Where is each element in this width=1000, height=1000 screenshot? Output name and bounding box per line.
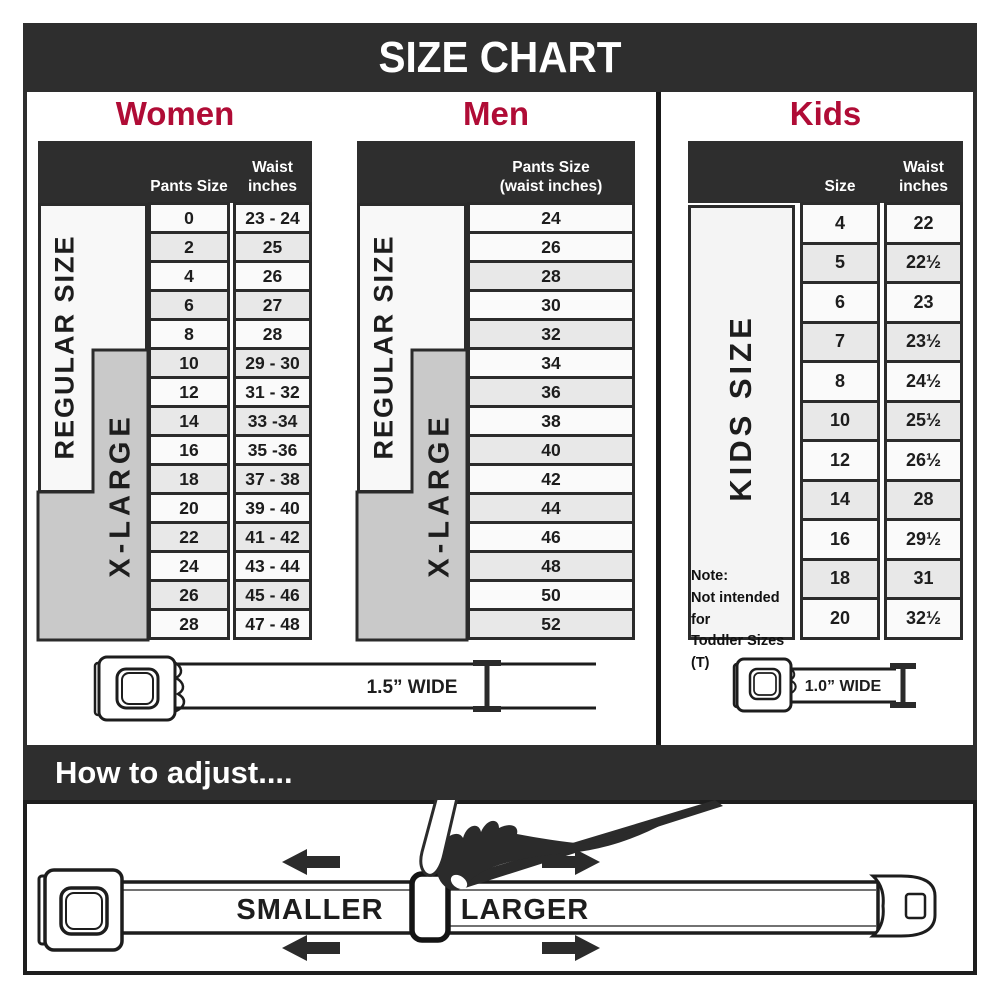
table-cell: 30 [467,289,635,321]
table-cell: 10 [148,347,230,379]
table-cell: 28 [148,608,230,640]
table-cell: 10 [800,400,880,443]
women-pants-size-column [148,202,230,640]
women-regular-size-label: REGULAR SIZE [49,234,80,460]
table-cell: 16 [800,518,880,561]
men-kids-divider [656,92,661,745]
table-cell: 14 [800,479,880,522]
women-heading: Women [115,95,235,132]
table-cell: 37 - 38 [233,463,312,495]
table-cell: 48 [467,550,635,582]
table-cell: 22 [148,521,230,553]
width-measure-icon [473,663,501,709]
table-cell: 50 [467,579,635,611]
women-xlarge-label: X-LARGE [104,412,137,578]
men-regular-size-label: REGULAR SIZE [368,234,399,460]
how-to-adjust-heading: How to adjust.... [55,754,293,790]
table-cell: 44 [467,492,635,524]
kids-size-column [800,202,880,640]
kids-belt-width-label: 1.0” WIDE [804,678,882,695]
table-cell: 25 [233,231,312,263]
table-cell: 29 - 30 [233,347,312,379]
table-cell: 45 - 46 [233,579,312,611]
table-cell: 34 [467,347,635,379]
table-cell: 47 - 48 [233,608,312,640]
size-chart-banner [23,23,977,92]
table-cell: 31 - 32 [233,376,312,408]
table-cell: 43 - 44 [233,550,312,582]
table-cell: 24 [148,550,230,582]
hand-icon [421,800,723,892]
table-cell: 16 [148,434,230,466]
table-cell: 5 [800,242,880,285]
table-cell: 28 [884,479,963,522]
table-cell: 33 -34 [233,405,312,437]
women-waist-header: Waist inches [247,159,298,195]
table-cell: 42 [467,463,635,495]
men-pants-size-header: Pants Size (waist inches) [499,159,603,195]
table-cell: 2 [148,231,230,263]
table-cell: 18 [800,558,880,601]
table-cell: 32½ [884,597,963,640]
women-table-header [38,141,312,203]
belt-end-tip [873,876,935,936]
how-to-adjust-banner [23,745,977,800]
table-cell: 23 [884,281,963,324]
adjust-belt-illustration [23,800,977,975]
table-cell: 46 [467,521,635,553]
adult-belt-illustration [90,650,610,730]
men-heading: Men [463,95,529,132]
table-cell: 12 [148,376,230,408]
table-cell: 24½ [884,360,963,403]
kids-size-header: Size [824,177,856,195]
table-cell: 4 [148,260,230,292]
table-cell: 6 [148,289,230,321]
men-table-header [357,141,635,203]
table-cell: 22 [884,202,963,245]
seatbelt-buckle-icon [39,870,122,950]
table-cell: 6 [800,281,880,324]
adult-belt-width-label: 1.5” WIDE [366,677,458,698]
page-title: SIZE CHART [378,32,622,82]
table-cell: 23½ [884,321,963,364]
table-cell: 26 [148,579,230,611]
arrow-left-icon [282,935,340,961]
table-cell: 52 [467,608,635,640]
table-cell: 23 - 24 [233,202,312,234]
table-cell: 26½ [884,439,963,482]
women-pants-size-header: Pants Size [150,177,228,195]
kids-waist-header: Waist inches [898,159,949,195]
table-cell: 36 [467,376,635,408]
smaller-label: SMALLER [236,894,384,926]
kids-belt-illustration [730,655,930,715]
table-cell: 38 [467,405,635,437]
table-cell: 4 [800,202,880,245]
table-cell: 26 [467,231,635,263]
table-cell: 12 [800,439,880,482]
table-cell: 0 [148,202,230,234]
table-cell: 8 [148,318,230,350]
table-cell: 35 -36 [233,434,312,466]
men-xlarge-label: X-LARGE [423,412,456,578]
arrow-left-icon [282,849,340,875]
table-cell: 31 [884,558,963,601]
table-cell: 14 [148,405,230,437]
table-cell: 39 - 40 [233,492,312,524]
table-cell: 20 [148,492,230,524]
kids-waist-column [884,202,963,640]
table-cell: 8 [800,360,880,403]
men-pants-size-column [467,202,635,640]
table-cell: 26 [233,260,312,292]
larger-label: LARGER [460,894,590,926]
table-cell: 18 [148,463,230,495]
table-cell: 27 [233,289,312,321]
table-cell: 28 [467,260,635,292]
table-cell: 7 [800,321,880,364]
women-waist-column [233,202,312,640]
table-cell: 22½ [884,242,963,285]
table-cell: 20 [800,597,880,640]
kids-heading: Kids [789,95,862,132]
width-measure-icon [890,666,916,705]
kids-size-label: KIDS SIZE [723,314,758,502]
arrow-right-icon [542,935,600,961]
table-cell: 29½ [884,518,963,561]
kids-note: Note: Not intended for Toddler Sizes (T) [691,568,785,671]
table-cell: 24 [467,202,635,234]
table-cell: 41 - 42 [233,521,312,553]
table-cell: 40 [467,434,635,466]
kids-table-header [688,141,963,203]
table-cell: 32 [467,318,635,350]
table-cell: 28 [233,318,312,350]
table-cell: 25½ [884,400,963,443]
